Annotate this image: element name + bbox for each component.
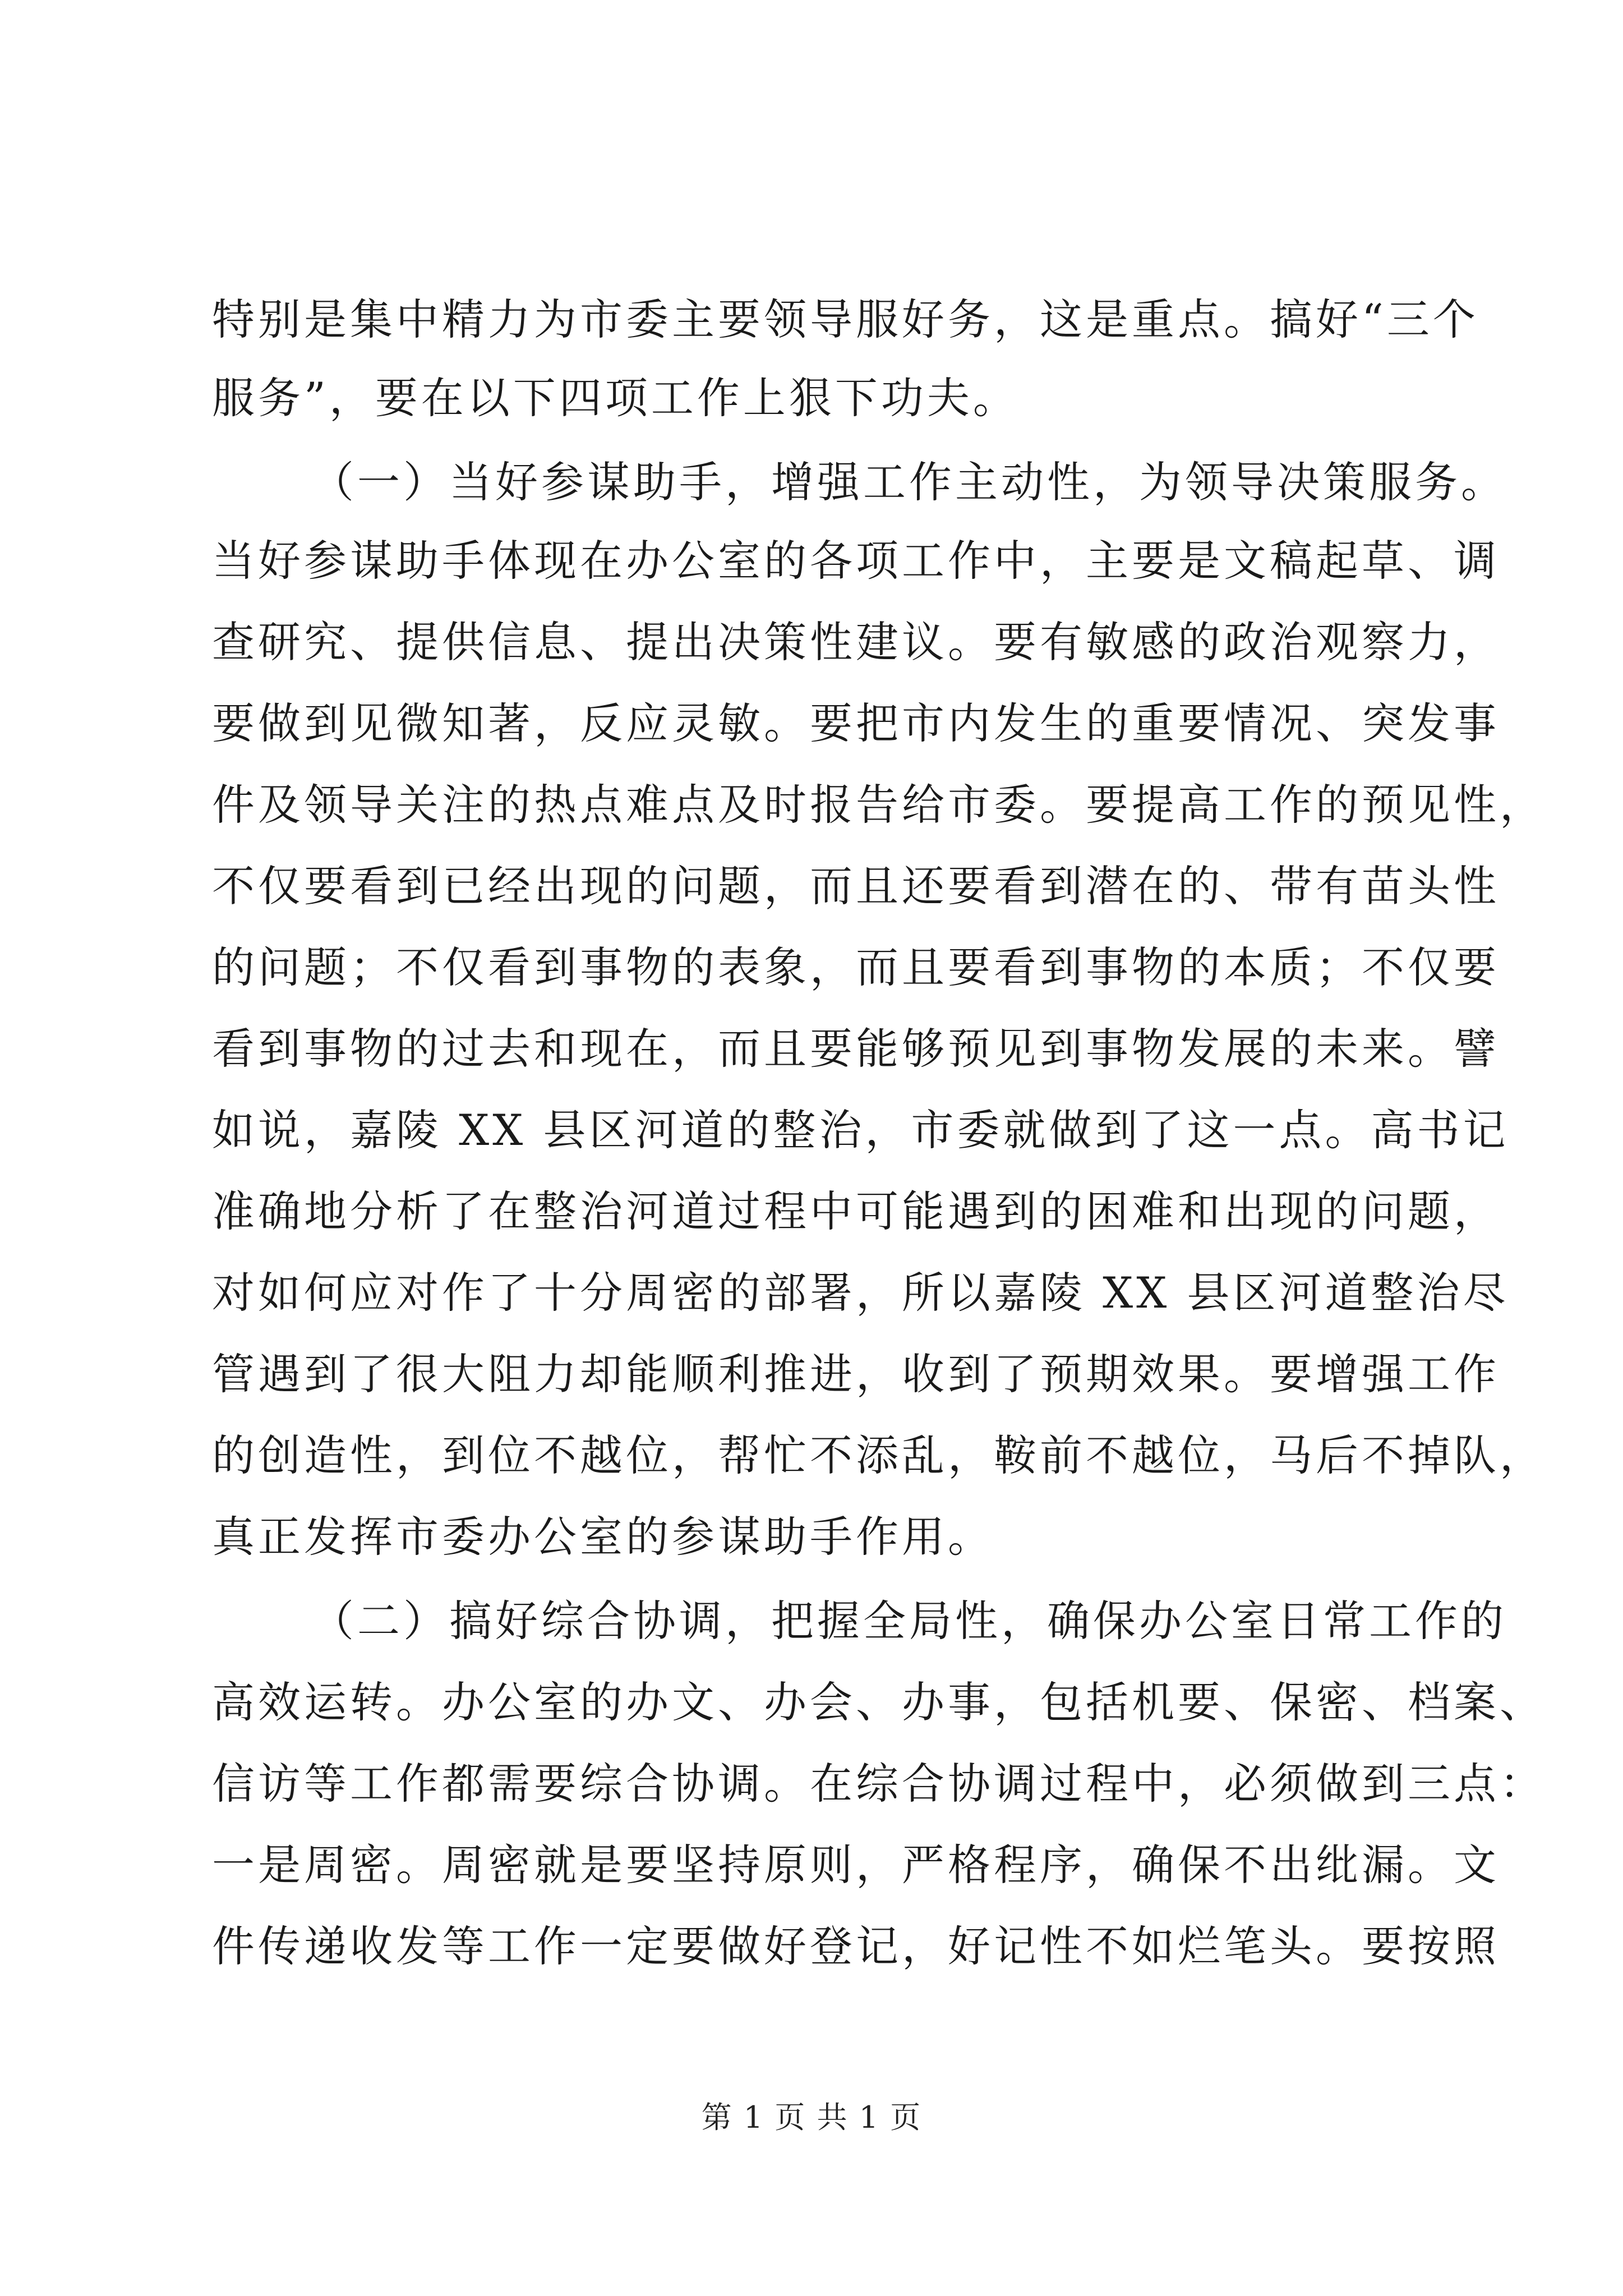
body-line-7: 件及领导关注的热点难点及时报告给市委。要提高工作的预见性， bbox=[212, 780, 1546, 830]
body-line-13: 对如何应对作了十分周密的部署，所以嘉陵 XX 县区河道整治尽 bbox=[212, 1268, 1509, 1318]
section-heading-1: （一）当好参谋助手，增强工作主动性，为领导决策服务。 bbox=[311, 457, 1507, 507]
body-line-12: 准确地分析了在整治河道过程中可能遇到的困难和出现的问题， bbox=[212, 1186, 1500, 1236]
body-line-14: 管遇到了很大阻力却能顺利推进，收到了预期效果。要增强工作 bbox=[212, 1349, 1500, 1399]
body-line-19: 信访等工作都需要综合协调。在综合协调过程中，必须做到三点： bbox=[212, 1759, 1546, 1809]
body-line-21: 件传递收发等工作一定要做好登记，好记性不如烂笔头。要按照 bbox=[212, 1921, 1500, 1971]
section-heading-2: （二）搞好综合协调，把握全局性，确保办公室日常工作的 bbox=[311, 1596, 1507, 1646]
body-line-15: 的创造性，到位不越位，帮忙不添乱，鞍前不越位，马后不掉队， bbox=[212, 1430, 1546, 1480]
body-line-2: 服务”，要在以下四项工作上狠下功夫。 bbox=[212, 373, 1019, 423]
body-line-8: 不仅要看到已经出现的问题，而且还要看到潜在的、带有苗头性 bbox=[212, 861, 1500, 911]
body-line-1: 特别是集中精力为市委主要领导服好务，这是重点。搞好“三个 bbox=[212, 295, 1479, 344]
body-line-6: 要做到见微知著，反应灵敏。要把市内发生的重要情况、突发事 bbox=[212, 698, 1500, 748]
body-line-20: 一是周密。周密就是要坚持原则，严格程序，确保不出纰漏。文 bbox=[212, 1840, 1500, 1890]
page-footer: 第 1 页 共 1 页 bbox=[701, 2100, 922, 2135]
body-line-10: 看到事物的过去和现在，而且要能够预见到事物发展的未来。譬 bbox=[212, 1024, 1500, 1074]
body-line-5: 查研究、提供信息、提出决策性建议。要有敏感的政治观察力， bbox=[212, 617, 1500, 667]
body-line-18: 高效运转。办公室的办文、办会、办事，包括机要、保密、档案、 bbox=[212, 1677, 1546, 1727]
body-line-4: 当好参谋助手体现在办公室的各项工作中，主要是文稿起草、调 bbox=[212, 536, 1500, 586]
body-line-11: 如说，嘉陵 XX 县区河道的整治，市委就做到了这一点。高书记 bbox=[212, 1105, 1509, 1155]
body-line-16: 真正发挥市委办公室的参谋助手作用。 bbox=[212, 1512, 994, 1562]
body-line-9: 的问题；不仅看到事物的表象，而且要看到事物的本质；不仅要 bbox=[212, 942, 1500, 992]
